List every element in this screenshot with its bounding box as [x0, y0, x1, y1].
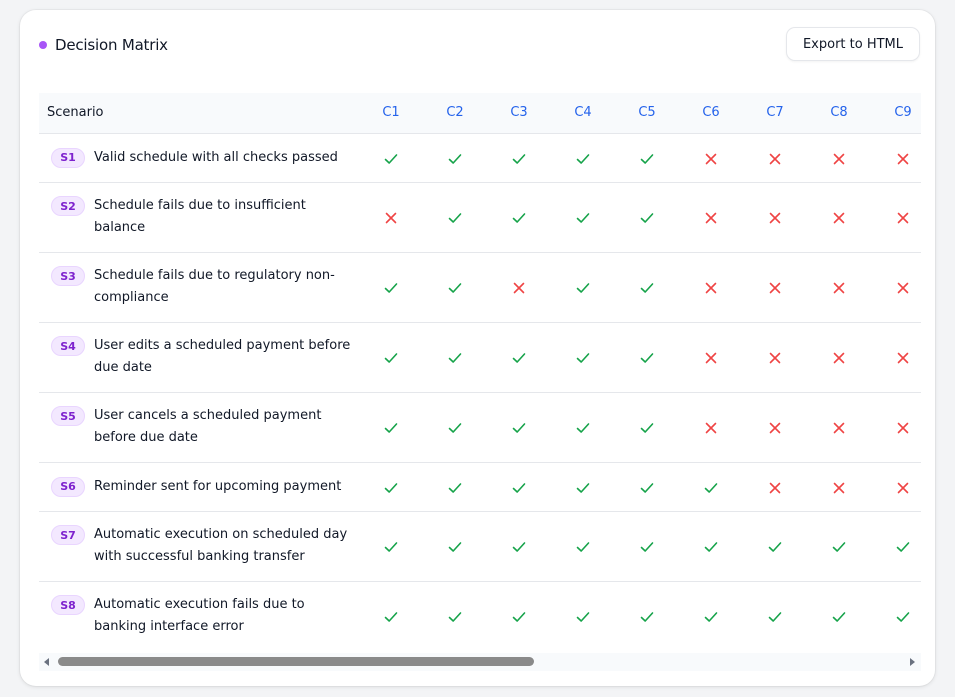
check-icon: [383, 609, 399, 625]
table-header-row: [39, 93, 921, 133]
scroll-right-arrow-icon[interactable]: [910, 658, 915, 666]
check-icon: [511, 609, 527, 625]
table-row: [39, 462, 921, 511]
check-icon: [639, 151, 655, 167]
check-icon: [831, 609, 847, 625]
scenario-id-badge: S1: [51, 148, 85, 168]
mark-cell: [871, 581, 921, 651]
mark-cell: [871, 133, 921, 182]
mark-cell: [487, 511, 551, 581]
check-icon: [447, 539, 463, 555]
scenario-id-badge: S8: [51, 595, 85, 615]
mark-cell: [487, 322, 551, 392]
cross-icon: [703, 420, 719, 436]
mark-cell: [359, 392, 423, 462]
check-icon: [447, 151, 463, 167]
check-icon: [383, 539, 399, 555]
mark-cell: [359, 511, 423, 581]
scenario-label: User cancels a scheduled payment before due date: [94, 408, 322, 445]
check-icon: [511, 151, 527, 167]
horizontal-scrollbar[interactable]: [39, 653, 921, 671]
mark-cell: [551, 252, 615, 322]
mark-cell: [807, 182, 871, 252]
scenario-cell-content: [51, 195, 351, 239]
mark-cell: [743, 511, 807, 581]
mark-cell: [551, 581, 615, 651]
mark-cell: [807, 511, 871, 581]
cross-icon: [767, 210, 783, 226]
scenario-id-badge: S7: [51, 525, 85, 545]
mark-cell: [359, 462, 423, 511]
check-icon: [895, 539, 911, 555]
check-icon: [511, 539, 527, 555]
mark-cell: [615, 462, 679, 511]
title-dot-icon: [39, 41, 47, 49]
scenario-cell-content: [51, 524, 351, 568]
export-to-html-button[interactable]: Export to HTML: [786, 27, 920, 61]
criterion-header-c2: C2: [423, 93, 487, 133]
mark-cell: [615, 322, 679, 392]
mark-cell: [871, 511, 921, 581]
scenario-label: Schedule fails due to insufficient balance: [94, 198, 306, 235]
scenario-label: Automatic execution on scheduled day with successful banking transfer: [94, 527, 348, 564]
mark-cell: [551, 133, 615, 182]
check-icon: [447, 210, 463, 226]
mark-cell: [487, 392, 551, 462]
scenario-cell-content: [51, 594, 351, 638]
scenario-cell: [39, 133, 359, 182]
cross-icon: [767, 350, 783, 366]
mark-cell: [871, 462, 921, 511]
scenario-label: Reminder sent for upcoming payment: [94, 478, 342, 494]
scenario-id-badge: S4: [51, 336, 85, 356]
mark-cell: [423, 581, 487, 651]
check-icon: [639, 609, 655, 625]
scenario-id-badge: S3: [51, 266, 85, 286]
mark-cell: [551, 462, 615, 511]
criterion-header-c4: C4: [551, 93, 615, 133]
mark-cell: [871, 252, 921, 322]
check-icon: [639, 350, 655, 366]
check-icon: [575, 609, 591, 625]
cross-icon: [831, 280, 847, 296]
scenario-id-badge: S2: [51, 196, 85, 216]
mark-cell: [359, 581, 423, 651]
scenario-cell-content: [51, 405, 351, 449]
check-icon: [895, 609, 911, 625]
cross-icon: [831, 210, 847, 226]
mark-cell: [487, 581, 551, 651]
mark-cell: [551, 322, 615, 392]
check-icon: [831, 539, 847, 555]
cross-icon: [767, 280, 783, 296]
mark-cell: [487, 182, 551, 252]
check-icon: [575, 420, 591, 436]
mark-cell: [871, 322, 921, 392]
scenario-cell: [39, 322, 359, 392]
mark-cell: [615, 133, 679, 182]
scenario-cell: [39, 581, 359, 651]
page-title: Decision Matrix: [55, 36, 168, 54]
cross-icon: [703, 151, 719, 167]
cross-icon: [895, 210, 911, 226]
table-row: [39, 392, 921, 462]
check-icon: [703, 480, 719, 496]
check-icon: [575, 151, 591, 167]
cross-icon: [895, 151, 911, 167]
cross-icon: [767, 420, 783, 436]
scenario-cell: [39, 462, 359, 511]
cross-icon: [703, 210, 719, 226]
check-icon: [575, 539, 591, 555]
table-row: [39, 182, 921, 252]
matrix-table-container[interactable]: [39, 93, 921, 653]
cross-icon: [767, 151, 783, 167]
check-icon: [383, 480, 399, 496]
check-icon: [447, 350, 463, 366]
mark-cell: [487, 252, 551, 322]
scenario-cell-content: [51, 476, 351, 498]
check-icon: [639, 420, 655, 436]
mark-cell: [807, 322, 871, 392]
mark-cell: [359, 182, 423, 252]
mark-cell: [679, 392, 743, 462]
mark-cell: [359, 322, 423, 392]
mark-cell: [807, 252, 871, 322]
mark-cell: [743, 581, 807, 651]
card-header: [20, 10, 935, 80]
mark-cell: [871, 182, 921, 252]
mark-cell: [551, 511, 615, 581]
table-row: [39, 322, 921, 392]
table-body: [39, 133, 921, 651]
mark-cell: [423, 322, 487, 392]
mark-cell: [615, 252, 679, 322]
mark-cell: [679, 462, 743, 511]
cross-icon: [511, 280, 527, 296]
scrollbar-thumb[interactable]: [58, 657, 534, 666]
cross-icon: [767, 480, 783, 496]
check-icon: [767, 539, 783, 555]
check-icon: [447, 420, 463, 436]
check-icon: [511, 350, 527, 366]
check-icon: [447, 280, 463, 296]
mark-cell: [551, 182, 615, 252]
mark-cell: [807, 133, 871, 182]
criterion-header-c1: C1: [359, 93, 423, 133]
check-icon: [383, 350, 399, 366]
criterion-header-c8: C8: [807, 93, 871, 133]
scenario-cell-content: [51, 335, 351, 379]
mark-cell: [423, 182, 487, 252]
scenario-cell: [39, 182, 359, 252]
scenario-label: User edits a scheduled payment before due date: [94, 338, 351, 375]
cross-icon: [831, 480, 847, 496]
mark-cell: [487, 133, 551, 182]
check-icon: [639, 210, 655, 226]
scenario-cell-content: [51, 265, 351, 309]
criterion-header-c5: C5: [615, 93, 679, 133]
scenario-label: Schedule fails due to regulatory non-compliance: [94, 268, 335, 305]
mark-cell: [679, 252, 743, 322]
scenario-label: Valid schedule with all checks passed: [94, 149, 338, 165]
mark-cell: [743, 322, 807, 392]
cross-icon: [831, 350, 847, 366]
cross-icon: [703, 350, 719, 366]
mark-cell: [615, 511, 679, 581]
check-icon: [639, 539, 655, 555]
criterion-header-c9: C9: [871, 93, 921, 133]
table-row: [39, 252, 921, 322]
mark-cell: [679, 182, 743, 252]
criterion-header-c3: C3: [487, 93, 551, 133]
mark-cell: [743, 462, 807, 511]
cross-icon: [831, 151, 847, 167]
cross-icon: [703, 280, 719, 296]
table-row: [39, 133, 921, 182]
mark-cell: [359, 252, 423, 322]
cross-icon: [895, 350, 911, 366]
scenario-id-badge: S6: [51, 477, 85, 497]
cross-icon: [895, 420, 911, 436]
scenario-id-badge: S5: [51, 406, 85, 426]
mark-cell: [679, 581, 743, 651]
check-icon: [703, 539, 719, 555]
check-icon: [639, 480, 655, 496]
mark-cell: [871, 392, 921, 462]
check-icon: [575, 350, 591, 366]
mark-cell: [423, 392, 487, 462]
table-row: [39, 581, 921, 651]
check-icon: [511, 480, 527, 496]
decision-matrix-table: [39, 93, 921, 651]
check-icon: [447, 480, 463, 496]
check-icon: [383, 420, 399, 436]
mark-cell: [423, 462, 487, 511]
mark-cell: [615, 392, 679, 462]
scenario-cell: [39, 252, 359, 322]
check-icon: [639, 280, 655, 296]
check-icon: [447, 609, 463, 625]
mark-cell: [615, 581, 679, 651]
mark-cell: [807, 392, 871, 462]
scroll-left-arrow-icon[interactable]: [44, 658, 49, 666]
check-icon: [383, 151, 399, 167]
check-icon: [575, 480, 591, 496]
mark-cell: [679, 511, 743, 581]
check-icon: [511, 420, 527, 436]
mark-cell: [551, 392, 615, 462]
mark-cell: [743, 182, 807, 252]
scenario-cell-content: [51, 147, 351, 169]
mark-cell: [679, 133, 743, 182]
cross-icon: [895, 280, 911, 296]
mark-cell: [423, 133, 487, 182]
mark-cell: [743, 252, 807, 322]
mark-cell: [423, 511, 487, 581]
scenario-label: Automatic execution fails due to banking interface error: [94, 597, 305, 635]
mark-cell: [615, 182, 679, 252]
mark-cell: [807, 581, 871, 651]
mark-cell: [743, 133, 807, 182]
scenario-cell: [39, 511, 359, 581]
mark-cell: [423, 252, 487, 322]
scenario-column-header: Scenario: [39, 93, 359, 133]
check-icon: [575, 210, 591, 226]
check-icon: [511, 210, 527, 226]
criterion-header-c7: C7: [743, 93, 807, 133]
check-icon: [703, 609, 719, 625]
mark-cell: [743, 392, 807, 462]
decision-matrix-card: [20, 10, 935, 686]
check-icon: [575, 280, 591, 296]
check-icon: [767, 609, 783, 625]
cross-icon: [895, 480, 911, 496]
mark-cell: [807, 462, 871, 511]
table-row: [39, 511, 921, 581]
criterion-header-c6: C6: [679, 93, 743, 133]
mark-cell: [487, 462, 551, 511]
check-icon: [383, 280, 399, 296]
mark-cell: [359, 133, 423, 182]
cross-icon: [831, 420, 847, 436]
scenario-cell: [39, 392, 359, 462]
cross-icon: [383, 210, 399, 226]
mark-cell: [679, 322, 743, 392]
